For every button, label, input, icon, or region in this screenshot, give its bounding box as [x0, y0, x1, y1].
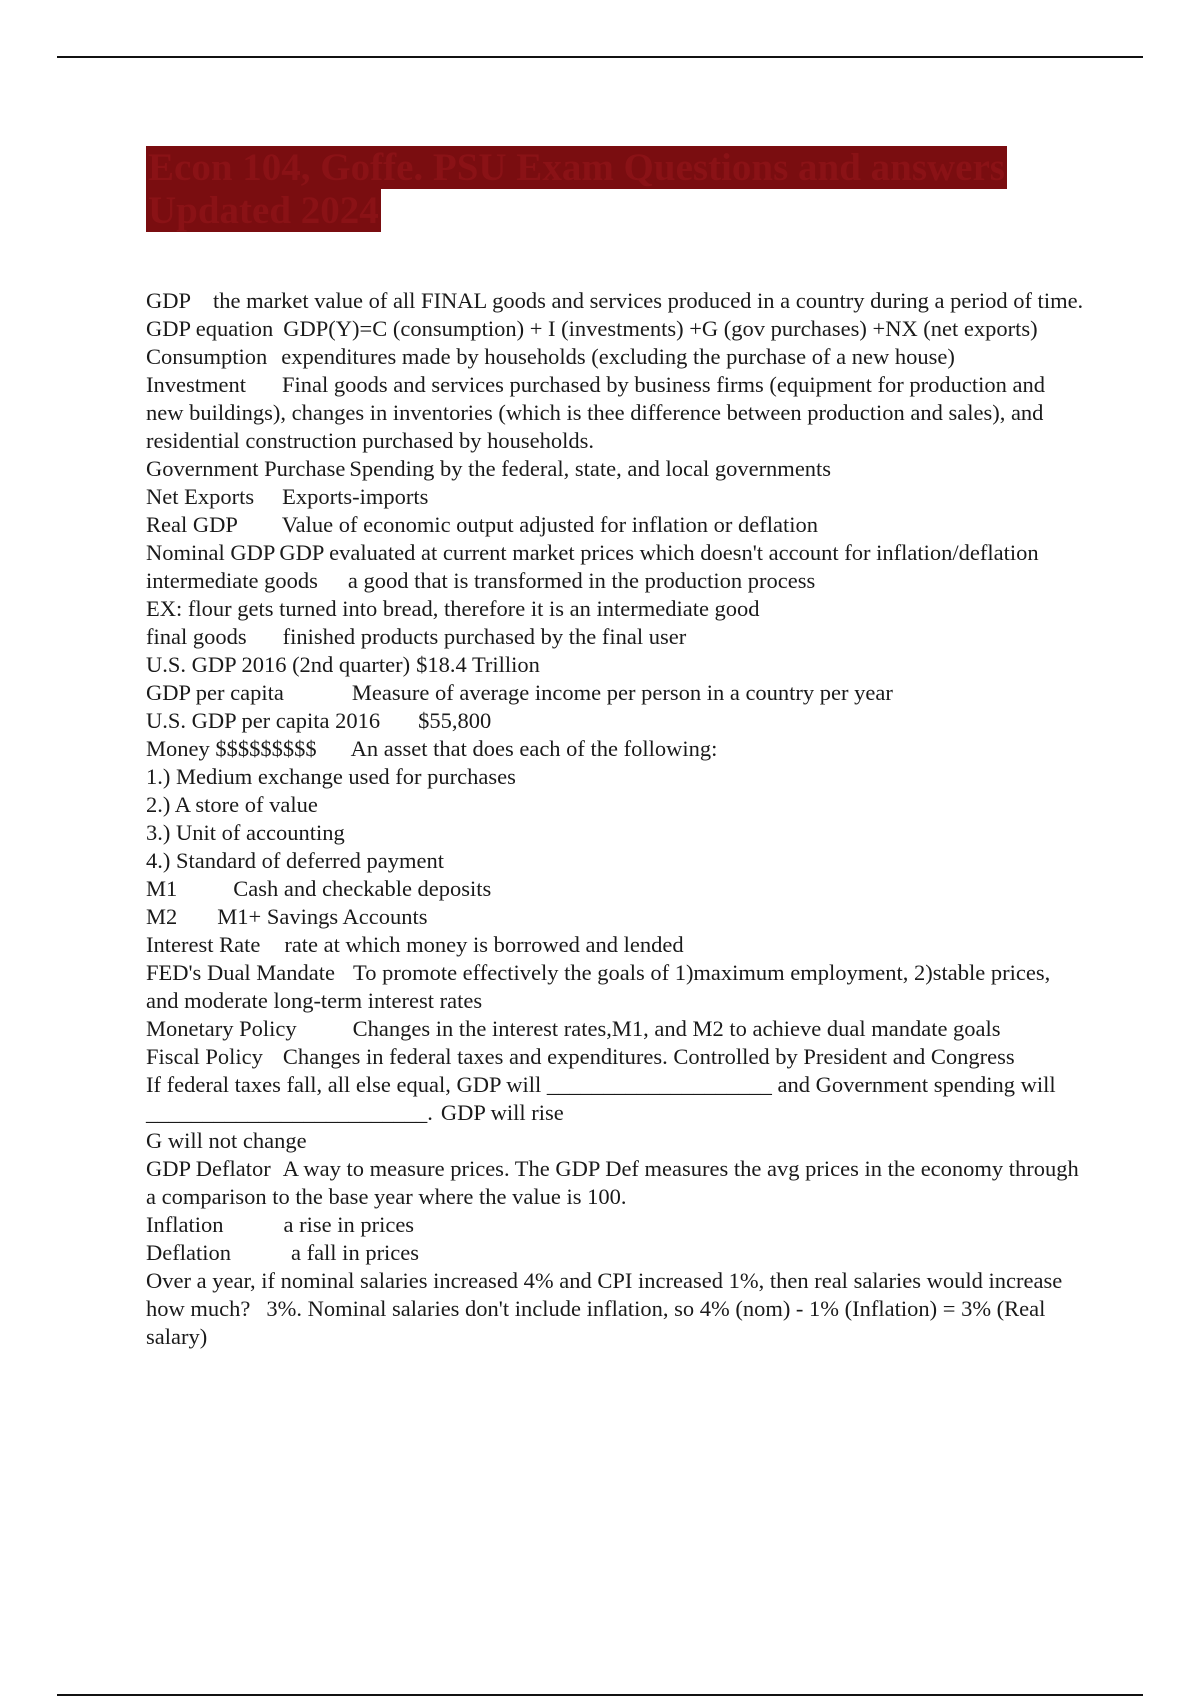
entry-term: GDP equation	[146, 316, 274, 341]
qa-entry	[146, 1043, 1086, 1071]
entry-definition: 1.) Medium exchange used for purchases	[146, 764, 516, 789]
entry-term: U.S. GDP 2016 (2nd quarter)	[146, 652, 411, 677]
entry-term: Money $$$$$$$$$	[146, 736, 317, 761]
entry-definition: A way to measure prices. The GDP Def measures the avg prices in the economy through a comparison to the base year where the value is 100.	[146, 1156, 1085, 1209]
qa-entry	[146, 1155, 1086, 1211]
entry-term: If federal taxes fall, all else equal, GDP will ____________________ and Government spending will _________________________.	[146, 1072, 1062, 1125]
entry-term: intermediate goods	[146, 568, 318, 593]
entry-definition: the market value of all FINAL goods and services produced in a country during a period of time.	[213, 288, 1084, 313]
entry-term: Inflation	[146, 1212, 224, 1237]
qa-entry	[146, 455, 1086, 483]
qa-entry	[146, 1211, 1086, 1239]
entry-definition: Changes in federal taxes and expenditures. Controlled by President and Congress	[282, 1044, 1015, 1069]
qa-entry	[146, 483, 1086, 511]
bottom-rule	[57, 1694, 1143, 1696]
entry-definition: expenditures made by households (excluding the purchase of a new house)	[281, 344, 955, 369]
entry-term: Deflation	[146, 1240, 231, 1265]
entry-term: Consumption	[146, 344, 268, 369]
entry-term: Nominal GDP	[146, 540, 276, 565]
entry-term: M1	[146, 876, 178, 901]
entry-term: Real GDP	[146, 512, 238, 537]
qa-entry	[146, 903, 1086, 931]
qa-entry	[146, 791, 1086, 819]
qa-entry	[146, 875, 1086, 903]
entry-definition: Cash and checkable deposits	[233, 876, 492, 901]
entry-definition: Exports-imports	[282, 484, 429, 509]
entry-term: Over a year, if nominal salaries increased 4% and CPI increased 1%, then real salaries would increase how much?	[146, 1268, 1068, 1321]
entry-definition: 3.) Unit of accounting	[146, 820, 345, 845]
entry-definition: a rise in prices	[283, 1212, 415, 1237]
entry-definition: 3%. Nominal salaries don't include inflation, so 4% (nom) - 1% (Inflation) = 3% (Real salary)	[146, 1296, 1052, 1349]
qa-entry	[146, 707, 1086, 735]
qa-entry	[146, 287, 1086, 315]
entry-definition: M1+ Savings Accounts	[217, 904, 428, 929]
qa-entry	[146, 735, 1086, 763]
entry-definition: Spending by the federal, state, and local governments	[349, 456, 832, 481]
qa-entry	[146, 959, 1086, 1015]
qa-entry	[146, 763, 1086, 791]
entry-definition: GDP will rise	[440, 1100, 564, 1125]
entry-definition: EX: flour gets turned into bread, therefore it is an intermediate good	[146, 596, 760, 621]
qa-entry	[146, 539, 1086, 567]
qa-entry	[146, 1015, 1086, 1043]
entry-term: final goods	[146, 624, 247, 649]
qa-entry	[146, 1267, 1086, 1351]
qa-list	[146, 287, 1086, 1351]
entry-definition: a good that is transformed in the production process	[347, 568, 816, 593]
qa-entry	[146, 343, 1086, 371]
qa-entry	[146, 511, 1086, 539]
entry-term: Monetary Policy	[146, 1016, 297, 1041]
entry-definition: GDP(Y)=C (consumption) + I (investments) +G (gov purchases) +NX (net exports)	[283, 316, 1038, 341]
top-rule	[57, 56, 1143, 58]
qa-entry	[146, 819, 1086, 847]
entry-definition: Changes in the interest rates,M1, and M2 to achieve dual mandate goals	[352, 1016, 1001, 1041]
entry-definition: 4.) Standard of deferred payment	[146, 848, 445, 873]
qa-entry	[146, 679, 1086, 707]
entry-definition: An asset that does each of the following:	[350, 736, 718, 761]
document-title	[146, 146, 1005, 232]
qa-entry	[146, 931, 1086, 959]
entry-term: Net Exports	[146, 484, 255, 509]
qa-entry	[146, 1127, 1086, 1155]
title-line: Econ 104, Goffe. PSU Exam Questions and answers	[148, 146, 1005, 189]
qa-entry	[146, 1071, 1086, 1127]
entry-term: M2	[146, 904, 178, 929]
entry-term: Interest Rate	[146, 932, 261, 957]
qa-entry	[146, 371, 1086, 455]
entry-term: Fiscal Policy	[146, 1044, 263, 1069]
entry-term: Investment	[146, 372, 246, 397]
entry-definition: $18.4 Trillion	[416, 652, 540, 677]
qa-entry	[146, 567, 1086, 595]
entry-definition: rate at which money is borrowed and lended	[284, 932, 684, 957]
entry-definition: G will not change	[146, 1128, 307, 1153]
entry-term: U.S. GDP per capita 2016	[146, 708, 381, 733]
qa-entry	[146, 1239, 1086, 1267]
entry-definition: 2.) A store of value	[146, 792, 318, 817]
entry-term: GDP per capita	[146, 680, 284, 705]
qa-entry	[146, 595, 1086, 623]
entry-term: GDP Deflator	[146, 1156, 271, 1181]
qa-entry	[146, 651, 1086, 679]
entry-definition: To promote effectively the goals of 1)maximum employment, 2)stable prices, and moderate long-term interest rates	[146, 960, 1056, 1013]
entry-term: Government Purchase	[146, 456, 346, 481]
entry-definition: GDP evaluated at current market prices which doesn't account for inflation/deflation	[279, 540, 1039, 565]
title-line: Updated 2024	[148, 189, 379, 232]
entry-definition: finished products purchased by the final user	[282, 624, 687, 649]
entry-definition: Measure of average income per person in a country per year	[351, 680, 893, 705]
qa-entry	[146, 623, 1086, 651]
entry-term: FED's Dual Mandate	[146, 960, 336, 985]
entry-definition: Value of economic output adjusted for inflation or deflation	[281, 512, 818, 537]
qa-entry	[146, 847, 1086, 875]
qa-entry	[146, 315, 1086, 343]
entry-definition: a fall in prices	[290, 1240, 420, 1265]
entry-term: GDP	[146, 288, 192, 313]
entry-definition: $55,800	[418, 708, 492, 733]
entry-definition: Final goods and services purchased by business firms (equipment for production and new buildings), changes in inventories (which is thee difference between production and sales), and residential construction purchased by households.	[146, 372, 1051, 453]
